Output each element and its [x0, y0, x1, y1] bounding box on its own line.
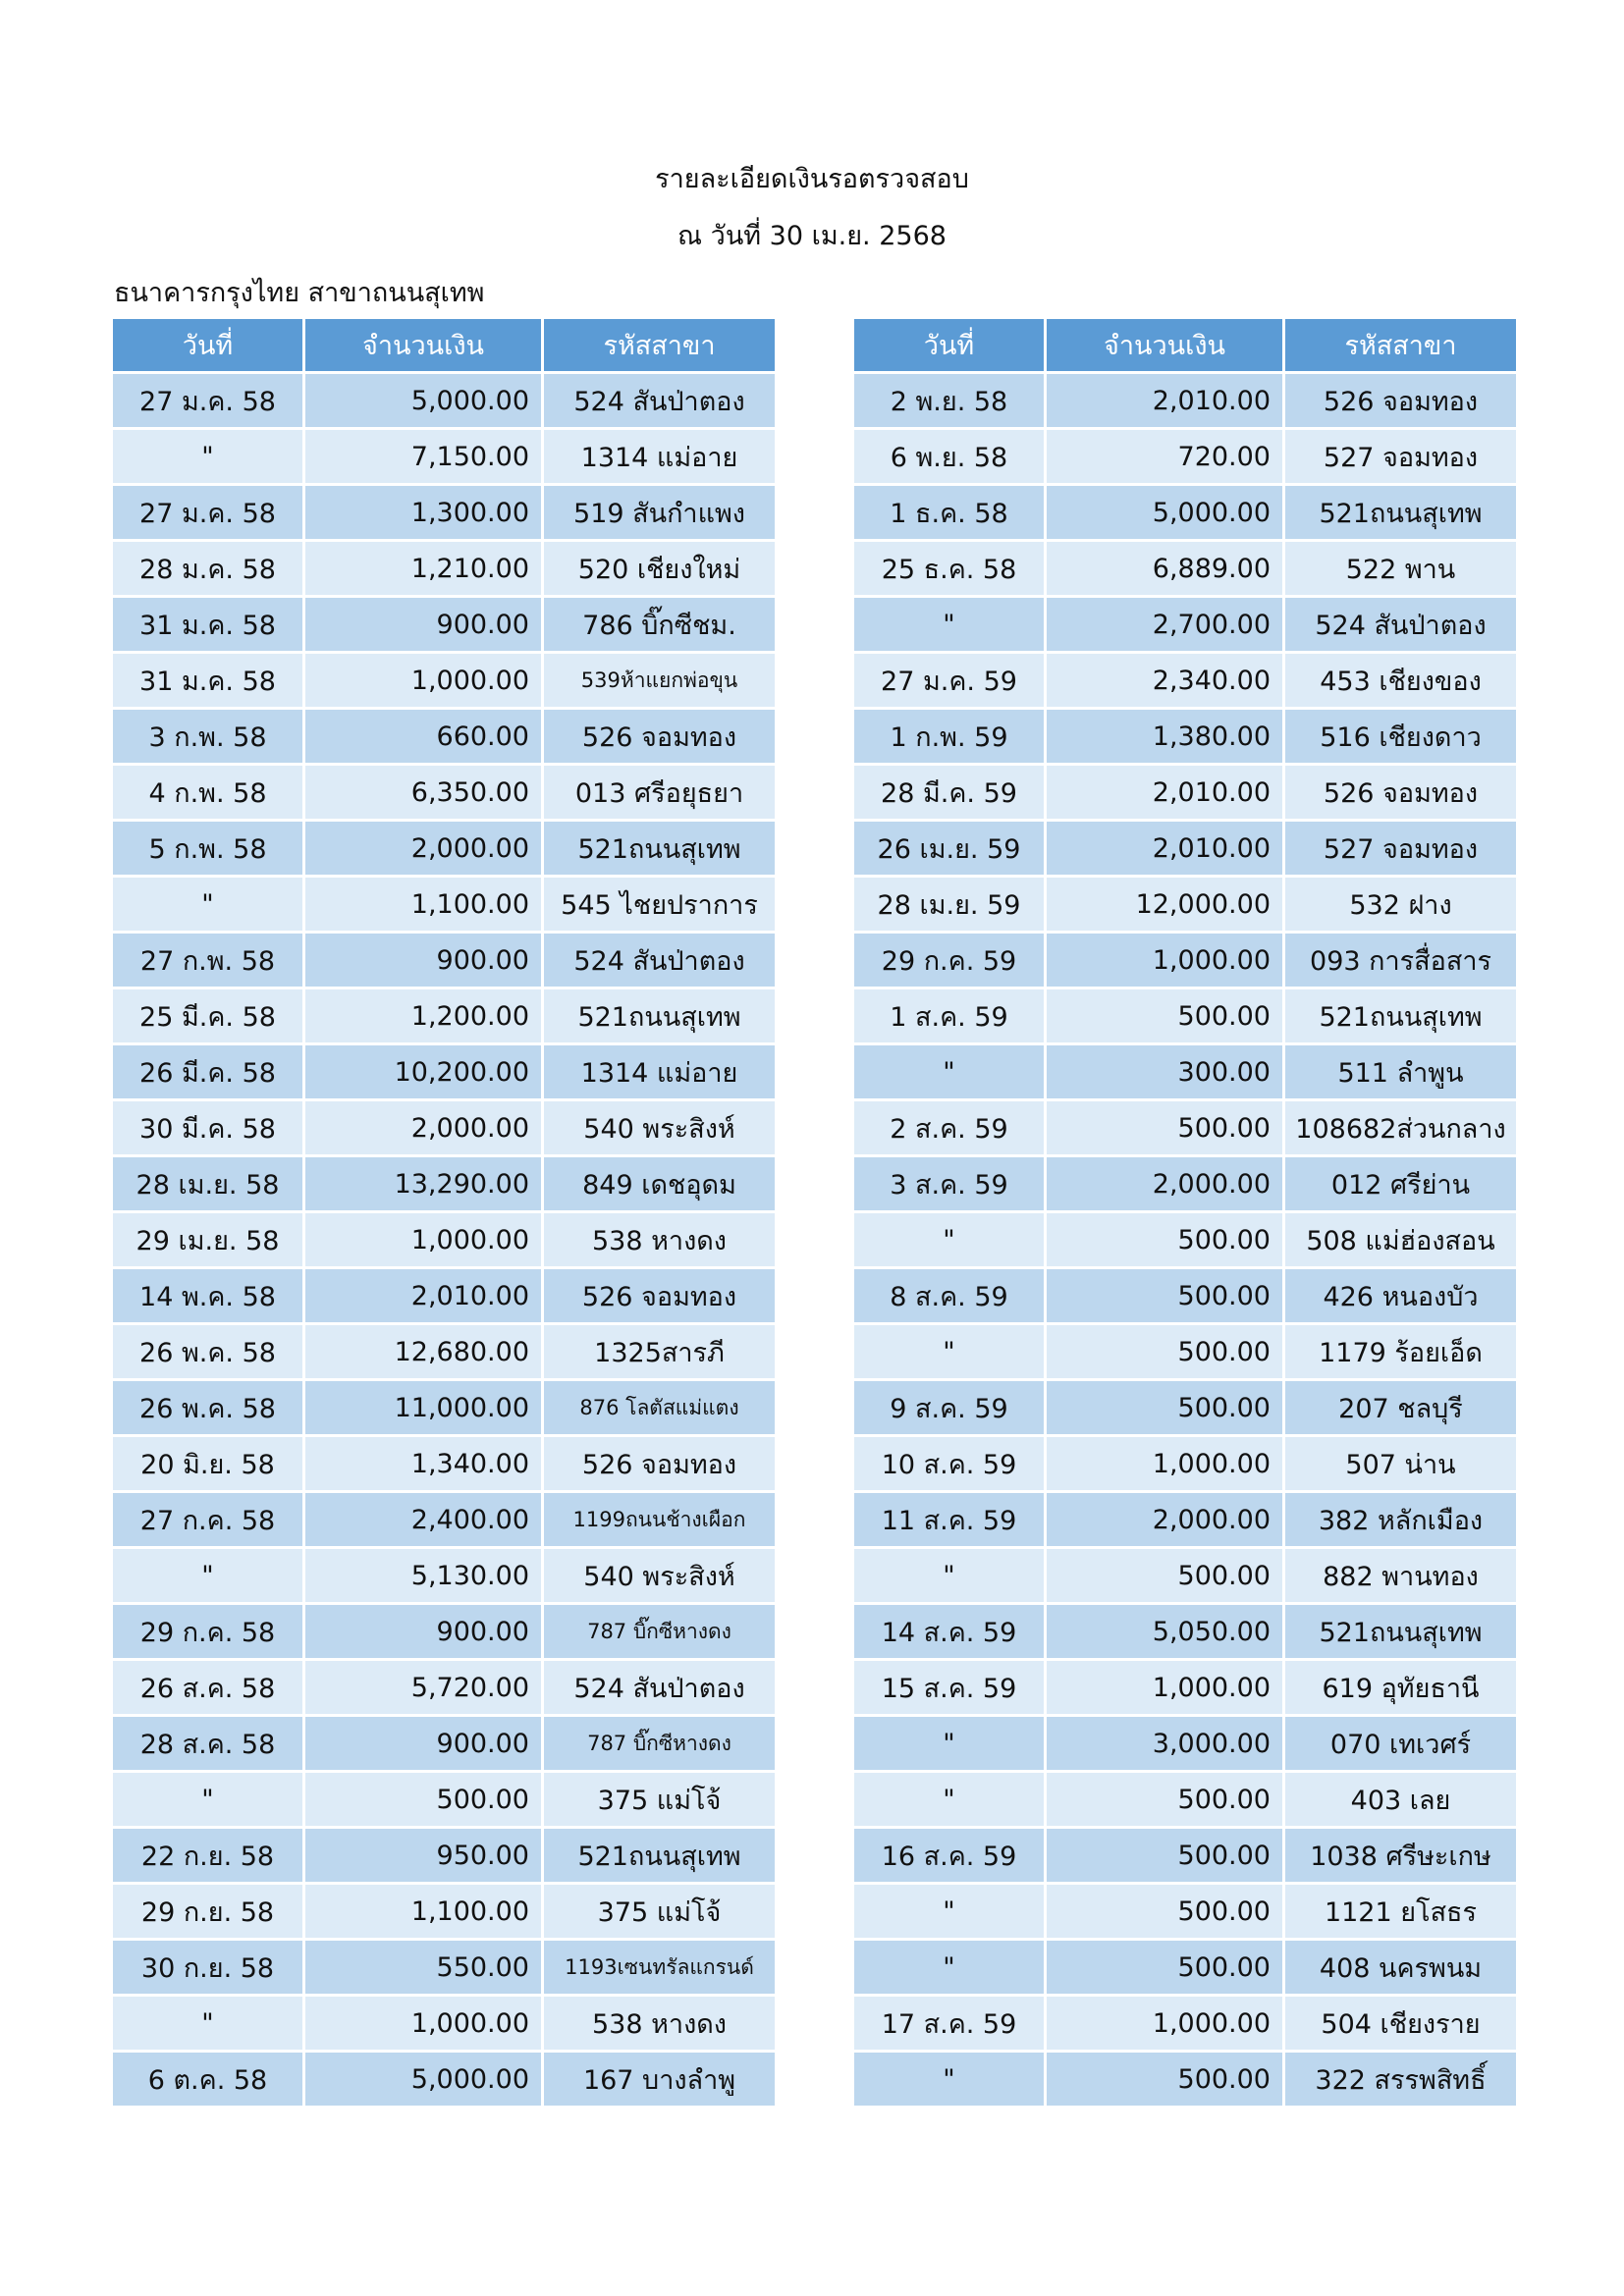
amount-cell: 2,010.00 — [1047, 374, 1282, 427]
table-row — [854, 1549, 1516, 1602]
amount-cell: 2,000.00 — [1047, 1493, 1282, 1546]
table-row — [854, 1829, 1516, 1882]
branch-code-cell: 787 บิ๊กซีหางดง — [544, 1605, 775, 1658]
date-cell: 2 ส.ค. 59 — [854, 1101, 1044, 1154]
amount-cell: 10,200.00 — [305, 1045, 541, 1098]
table-row — [854, 1045, 1516, 1098]
branch-code-cell: 538 หางดง — [544, 1997, 775, 2050]
table-row — [113, 486, 775, 539]
branch-code-cell: 013 ศรีอยุธยา — [544, 766, 775, 819]
date-cell: 14 พ.ค. 58 — [113, 1269, 302, 1322]
amount-cell: 1,380.00 — [1047, 710, 1282, 763]
table-row — [854, 1773, 1516, 1826]
table-row — [854, 989, 1516, 1042]
date-cell: " — [854, 1325, 1044, 1378]
branch-code-cell: 516 เชียงดาว — [1285, 710, 1516, 763]
header-date: วันที่ — [854, 319, 1044, 371]
table-row — [113, 430, 775, 483]
table-row — [113, 710, 775, 763]
date-cell: 6 พ.ย. 58 — [854, 430, 1044, 483]
branch-code-cell: 508 แม่ฮ่องสอน — [1285, 1213, 1516, 1266]
table-row — [854, 1941, 1516, 1994]
date-cell: 26 พ.ค. 58 — [113, 1325, 302, 1378]
amount-cell: 500.00 — [1047, 1773, 1282, 1826]
branch-code-cell: 539ห้าแยกพ่อขุน — [544, 654, 775, 707]
branch-code-cell: 375 แม่โจ้ — [544, 1773, 775, 1826]
branch-code-cell: 453 เชียงของ — [1285, 654, 1516, 707]
date-cell: 28 มี.ค. 59 — [854, 766, 1044, 819]
amount-cell: 900.00 — [305, 1717, 541, 1770]
date-cell: 9 ส.ค. 59 — [854, 1381, 1044, 1434]
amount-cell: 12,680.00 — [305, 1325, 541, 1378]
branch-code-cell: 524 สันป่าตอง — [544, 374, 775, 427]
branch-code-cell: 1199ถนนช้างเผือก — [544, 1493, 775, 1546]
amount-cell: 2,340.00 — [1047, 654, 1282, 707]
table-row — [854, 1325, 1516, 1378]
table-row — [854, 430, 1516, 483]
table-row — [113, 878, 775, 931]
date-cell: " — [854, 1213, 1044, 1266]
amount-cell: 500.00 — [1047, 1269, 1282, 1322]
header-amount: จำนวนเงิน — [1047, 319, 1282, 371]
amount-cell: 2,000.00 — [305, 822, 541, 875]
branch-code-cell: 545 ไชยปราการ — [544, 878, 775, 931]
date-cell: 8 ส.ค. 59 — [854, 1269, 1044, 1322]
amount-cell: 2,400.00 — [305, 1493, 541, 1546]
amount-cell: 12,000.00 — [1047, 878, 1282, 931]
branch-code-cell: 849 เดชอุดม — [544, 1157, 775, 1210]
table-row — [113, 654, 775, 707]
date-cell: 29 ก.ค. 59 — [854, 934, 1044, 987]
branch-code-cell: 504 เชียงราย — [1285, 1997, 1516, 2050]
date-cell: 31 ม.ค. 58 — [113, 598, 302, 651]
amount-cell: 660.00 — [305, 710, 541, 763]
table-row — [854, 1661, 1516, 1714]
date-cell: " — [113, 430, 302, 483]
table-row — [854, 934, 1516, 987]
table-row — [113, 1213, 775, 1266]
date-cell: 28 ส.ค. 58 — [113, 1717, 302, 1770]
date-cell: 1 ธ.ค. 58 — [854, 486, 1044, 539]
date-cell: 20 มิ.ย. 58 — [113, 1437, 302, 1490]
table-row — [113, 1661, 775, 1714]
table-row — [113, 1941, 775, 1994]
amount-cell: 1,000.00 — [305, 1997, 541, 2050]
date-cell: 25 ธ.ค. 58 — [854, 542, 1044, 595]
date-cell: 31 ม.ค. 58 — [113, 654, 302, 707]
table-row — [113, 1045, 775, 1098]
table-row — [854, 1213, 1516, 1266]
date-cell: 27 ม.ค. 59 — [854, 654, 1044, 707]
table-row — [113, 934, 775, 987]
table-row — [113, 1269, 775, 1322]
date-cell: " — [854, 1717, 1044, 1770]
amount-cell: 300.00 — [1047, 1045, 1282, 1098]
branch-code-cell: 619 อุทัยธานี — [1285, 1661, 1516, 1714]
table-row — [113, 1381, 775, 1434]
amount-cell: 5,720.00 — [305, 1661, 541, 1714]
branch-code-cell: 426 หนองบัว — [1285, 1269, 1516, 1322]
table-row — [854, 1381, 1516, 1434]
branch-code-cell: 526 จอมทอง — [1285, 766, 1516, 819]
amount-cell: 500.00 — [1047, 989, 1282, 1042]
date-cell: 30 มี.ค. 58 — [113, 1101, 302, 1154]
branch-code-cell: 882 พานทอง — [1285, 1549, 1516, 1602]
branch-code-cell: 521ถนนสุเทพ — [544, 822, 775, 875]
date-cell: 27 ก.พ. 58 — [113, 934, 302, 987]
branch-code-cell: 1179 ร้อยเอ็ด — [1285, 1325, 1516, 1378]
table-row — [113, 1605, 775, 1658]
date-cell: " — [854, 1941, 1044, 1994]
branch-code-cell: 408 นครพนม — [1285, 1941, 1516, 1994]
date-cell: " — [854, 1885, 1044, 1938]
branch-code-cell: 1038 ศรีษะเกษ — [1285, 1829, 1516, 1882]
amount-cell: 1,000.00 — [1047, 1437, 1282, 1490]
branch-code-cell: 1121 ยโสธร — [1285, 1885, 1516, 1938]
header-date: วันที่ — [113, 319, 302, 371]
table-row — [113, 374, 775, 427]
branch-code-cell: 093 การสื่อสาร — [1285, 934, 1516, 987]
amount-cell: 1,100.00 — [305, 878, 541, 931]
branch-code-cell: 519 สันกำแพง — [544, 486, 775, 539]
amount-cell: 1,000.00 — [1047, 1997, 1282, 2050]
branch-code-cell: 520 เชียงใหม่ — [544, 542, 775, 595]
table-row — [854, 710, 1516, 763]
branch-code-cell: 207 ชลบุรี — [1285, 1381, 1516, 1434]
amount-cell: 500.00 — [1047, 1101, 1282, 1154]
branch-code-cell: 526 จอมทอง — [544, 1437, 775, 1490]
branch-code-cell: 1325สารภี — [544, 1325, 775, 1378]
date-cell: " — [113, 1773, 302, 1826]
date-cell: " — [854, 2053, 1044, 2106]
amount-cell: 3,000.00 — [1047, 1717, 1282, 1770]
table-row — [854, 1885, 1516, 1938]
amount-cell: 1,300.00 — [305, 486, 541, 539]
branch-code-cell: 540 พระสิงห์ — [544, 1101, 775, 1154]
amount-cell: 2,000.00 — [305, 1101, 541, 1154]
table-row — [854, 878, 1516, 931]
date-cell: 2 พ.ย. 58 — [854, 374, 1044, 427]
amount-cell: 2,010.00 — [1047, 822, 1282, 875]
amount-cell: 5,050.00 — [1047, 1605, 1282, 1658]
table-row — [113, 1549, 775, 1602]
amount-cell: 5,000.00 — [305, 2053, 541, 2106]
header-amount: จำนวนเงิน — [305, 319, 541, 371]
date-cell: 17 ส.ค. 59 — [854, 1997, 1044, 2050]
amount-cell: 1,000.00 — [1047, 1661, 1282, 1714]
table-row — [854, 1605, 1516, 1658]
branch-code-cell: 108682ส่วนกลาง — [1285, 1101, 1516, 1154]
date-cell: " — [854, 1045, 1044, 1098]
branch-code-cell: 527 จอมทอง — [1285, 822, 1516, 875]
table-row — [854, 598, 1516, 651]
table-row — [113, 542, 775, 595]
table-row — [854, 822, 1516, 875]
table-row — [113, 989, 775, 1042]
amount-cell: 500.00 — [1047, 1941, 1282, 1994]
date-cell: 25 มี.ค. 58 — [113, 989, 302, 1042]
table-row — [854, 1437, 1516, 1490]
amount-cell: 1,000.00 — [1047, 934, 1282, 987]
table-row — [113, 1157, 775, 1210]
amount-cell: 500.00 — [1047, 1325, 1282, 1378]
branch-code-cell: 511 ลำพูน — [1285, 1045, 1516, 1098]
date-cell: 3 ก.พ. 58 — [113, 710, 302, 763]
date-cell: " — [113, 1997, 302, 2050]
date-cell: 28 ม.ค. 58 — [113, 542, 302, 595]
table-row — [854, 2053, 1516, 2106]
date-cell: 10 ส.ค. 59 — [854, 1437, 1044, 1490]
date-cell: 1 ส.ค. 59 — [854, 989, 1044, 1042]
amount-cell: 1,000.00 — [305, 1213, 541, 1266]
branch-code-cell: 012 ศรีย่าน — [1285, 1157, 1516, 1210]
branch-code-cell: 786 บิ๊กซีชม. — [544, 598, 775, 651]
branch-code-cell: 522 พาน — [1285, 542, 1516, 595]
table-row — [113, 1717, 775, 1770]
amount-cell: 900.00 — [305, 1605, 541, 1658]
table-row — [113, 822, 775, 875]
branch-code-cell: 167 บางลำพู — [544, 2053, 775, 2106]
left-table-header — [113, 319, 775, 371]
branch-code-cell: 526 จอมทอง — [1285, 374, 1516, 427]
branch-code-cell: 540 พระสิงห์ — [544, 1549, 775, 1602]
table-row — [854, 1493, 1516, 1546]
amount-cell: 2,010.00 — [1047, 766, 1282, 819]
amount-cell: 1,100.00 — [305, 1885, 541, 1938]
date-cell: 11 ส.ค. 59 — [854, 1493, 1044, 1546]
date-cell: " — [113, 1549, 302, 1602]
left-table — [110, 316, 778, 2109]
branch-code-cell: 322 สรรพสิทธิ์ — [1285, 2053, 1516, 2106]
table-row — [854, 1269, 1516, 1322]
table-row — [113, 598, 775, 651]
amount-cell: 550.00 — [305, 1941, 541, 1994]
amount-cell: 6,889.00 — [1047, 542, 1282, 595]
header-branch-code: รหัสสาขา — [544, 319, 775, 371]
table-row — [854, 542, 1516, 595]
date-cell: 29 ก.ย. 58 — [113, 1885, 302, 1938]
bank-branch-label: ธนาคารกรุงไทย สาขาถนนสุเทพ — [114, 278, 485, 308]
branch-code-cell: 526 จอมทอง — [544, 710, 775, 763]
report-title: รายละเอียดเงินรอตรวจสอบ — [655, 164, 969, 194]
branch-code-cell: 526 จอมทอง — [544, 1269, 775, 1322]
amount-cell: 950.00 — [305, 1829, 541, 1882]
amount-cell: 900.00 — [305, 934, 541, 987]
date-cell: 22 ก.ย. 58 — [113, 1829, 302, 1882]
date-cell: 14 ส.ค. 59 — [854, 1605, 1044, 1658]
branch-code-cell: 521ถนนสุเทพ — [544, 989, 775, 1042]
date-cell: 30 ก.ย. 58 — [113, 1941, 302, 1994]
date-cell: 27 ม.ค. 58 — [113, 374, 302, 427]
branch-code-cell: 1193เซนทรัลแกรนด์ — [544, 1941, 775, 1994]
amount-cell: 500.00 — [1047, 1381, 1282, 1434]
date-cell: 28 เม.ย. 58 — [113, 1157, 302, 1210]
date-cell: 4 ก.พ. 58 — [113, 766, 302, 819]
date-cell: 27 ก.ค. 58 — [113, 1493, 302, 1546]
date-cell: 3 ส.ค. 59 — [854, 1157, 1044, 1210]
branch-code-cell: 507 น่าน — [1285, 1437, 1516, 1490]
right-table-header — [854, 319, 1516, 371]
amount-cell: 500.00 — [305, 1773, 541, 1826]
date-cell: " — [854, 1773, 1044, 1826]
table-row — [854, 486, 1516, 539]
date-cell: 1 ก.พ. 59 — [854, 710, 1044, 763]
right-table — [851, 316, 1519, 2109]
branch-code-cell: 382 หลักเมือง — [1285, 1493, 1516, 1546]
amount-cell: 720.00 — [1047, 430, 1282, 483]
branch-code-cell: 521ถนนสุเทพ — [544, 1829, 775, 1882]
report-date: ณ วันที่ 30 เม.ย. 2568 — [677, 221, 947, 251]
date-cell: 26 ส.ค. 58 — [113, 1661, 302, 1714]
branch-code-cell: 1314 แม่อาย — [544, 430, 775, 483]
amount-cell: 500.00 — [1047, 1213, 1282, 1266]
branch-code-cell: 524 สันป่าตอง — [1285, 598, 1516, 651]
date-cell: 28 เม.ย. 59 — [854, 878, 1044, 931]
table-row — [854, 654, 1516, 707]
table-row — [113, 1325, 775, 1378]
table-row — [854, 766, 1516, 819]
table-row — [113, 1829, 775, 1882]
amount-cell: 1,000.00 — [305, 654, 541, 707]
branch-code-cell: 532 ฝาง — [1285, 878, 1516, 931]
table-row — [113, 1885, 775, 1938]
table-row — [113, 2053, 775, 2106]
date-cell: 6 ต.ค. 58 — [113, 2053, 302, 2106]
branch-code-cell: 521ถนนสุเทพ — [1285, 486, 1516, 539]
amount-cell: 11,000.00 — [305, 1381, 541, 1434]
table-row — [113, 1493, 775, 1546]
date-cell: 27 ม.ค. 58 — [113, 486, 302, 539]
branch-code-cell: 524 สันป่าตอง — [544, 934, 775, 987]
table-row — [854, 1101, 1516, 1154]
date-cell: 29 ก.ค. 58 — [113, 1605, 302, 1658]
date-cell: 5 ก.พ. 58 — [113, 822, 302, 875]
date-cell: 26 เม.ย. 59 — [854, 822, 1044, 875]
amount-cell: 2,010.00 — [305, 1269, 541, 1322]
amount-cell: 5,000.00 — [1047, 486, 1282, 539]
amount-cell: 7,150.00 — [305, 430, 541, 483]
table-row — [113, 1101, 775, 1154]
amount-cell: 13,290.00 — [305, 1157, 541, 1210]
amount-cell: 5,000.00 — [305, 374, 541, 427]
table-row — [113, 1437, 775, 1490]
date-cell: " — [854, 598, 1044, 651]
amount-cell: 1,210.00 — [305, 542, 541, 595]
amount-cell: 500.00 — [1047, 1829, 1282, 1882]
branch-code-cell: 876 โลตัสแม่แตง — [544, 1381, 775, 1434]
amount-cell: 5,130.00 — [305, 1549, 541, 1602]
date-cell: 26 พ.ค. 58 — [113, 1381, 302, 1434]
date-cell: " — [113, 878, 302, 931]
header-branch-code: รหัสสาขา — [1285, 319, 1516, 371]
date-cell: " — [854, 1549, 1044, 1602]
date-cell: 15 ส.ค. 59 — [854, 1661, 1044, 1714]
amount-cell: 500.00 — [1047, 1885, 1282, 1938]
amount-cell: 2,000.00 — [1047, 1157, 1282, 1210]
branch-code-cell: 403 เลย — [1285, 1773, 1516, 1826]
branch-code-cell: 527 จอมทอง — [1285, 430, 1516, 483]
amount-cell: 500.00 — [1047, 2053, 1282, 2106]
amount-cell: 900.00 — [305, 598, 541, 651]
date-cell: 29 เม.ย. 58 — [113, 1213, 302, 1266]
branch-code-cell: 538 หางดง — [544, 1213, 775, 1266]
branch-code-cell: 1314 แม่อาย — [544, 1045, 775, 1098]
branch-code-cell: 521ถนนสุเทพ — [1285, 989, 1516, 1042]
branch-code-cell: 521ถนนสุเทพ — [1285, 1605, 1516, 1658]
table-row — [113, 1773, 775, 1826]
branch-code-cell: 787 บิ๊กซีหางดง — [544, 1717, 775, 1770]
table-row — [854, 1997, 1516, 2050]
table-row — [113, 766, 775, 819]
amount-cell: 500.00 — [1047, 1549, 1282, 1602]
branch-code-cell: 070 เทเวศร์ — [1285, 1717, 1516, 1770]
table-row — [854, 374, 1516, 427]
amount-cell: 1,340.00 — [305, 1437, 541, 1490]
amount-cell: 6,350.00 — [305, 766, 541, 819]
table-row — [113, 1997, 775, 2050]
date-cell: 16 ส.ค. 59 — [854, 1829, 1044, 1882]
table-row — [854, 1157, 1516, 1210]
date-cell: 26 มี.ค. 58 — [113, 1045, 302, 1098]
branch-code-cell: 524 สันป่าตอง — [544, 1661, 775, 1714]
branch-code-cell: 375 แม่โจ้ — [544, 1885, 775, 1938]
amount-cell: 1,200.00 — [305, 989, 541, 1042]
table-row — [854, 1717, 1516, 1770]
amount-cell: 2,700.00 — [1047, 598, 1282, 651]
